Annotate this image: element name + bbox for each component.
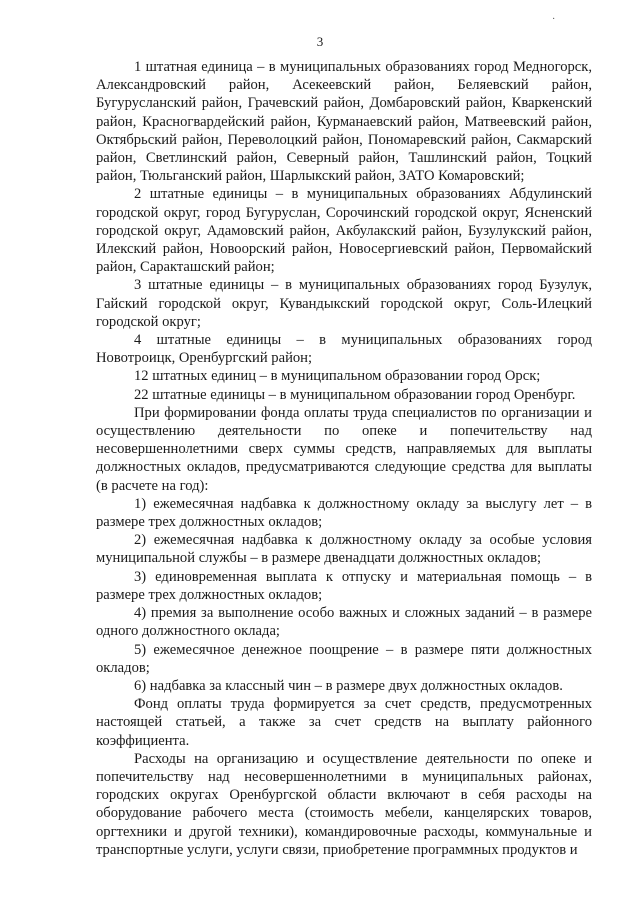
list-item: 2) ежемесячная надбавка к должностному окладу за особые условия муниципальной службы – в размере двенадцати должностных окладов; xyxy=(96,532,592,567)
paragraph: 12 штатных единиц – в муниципальном образовании город Орск; xyxy=(134,368,541,385)
paragraph: Расходы на организацию и осуществление деятельности по опеке и попечительству над несовершеннолетними в муниципальных районах, городских округах Оренбургской области включают в себя расходы на оборудование рабочего места (стоимость мебели, канцелярских товаров, оргтехники и другой техники), командировочные расходы, коммунальные и транспортные услуги, услуги связи, приобретение программных продуктов и xyxy=(96,750,592,858)
list-item: 4) премия за выполнение особо важных и сложных заданий – в размере одного должностного оклада; xyxy=(96,605,592,640)
page-number: 3 xyxy=(316,34,324,49)
document-body xyxy=(96,58,592,859)
paragraph: Фонд оплаты труда формируется за счет средств, предусмотренных настоящей статьей, а также за счет средств на выплату районного коэффициента. xyxy=(96,696,592,749)
paragraph: 22 штатные единицы – в муниципальном образовании город Оренбург. xyxy=(134,386,576,403)
list-item: 1) ежемесячная надбавка к должностному окладу за выслугу лет – в размере трех должностных окладов; xyxy=(96,495,592,531)
list-item: 5) ежемесячное денежное поощрение – в размере пяти должностных окладов; xyxy=(96,641,592,676)
corner-mark: · xyxy=(552,14,556,25)
list-item: 6) надбавка за классный чин – в размере двух должностных окладов. xyxy=(134,677,563,694)
paragraph: 4 штатные единицы – в муниципальных образованиях город Новотроицк, Оренбургский район; xyxy=(96,332,592,367)
paragraph: 2 штатные единицы – в муниципальных образованиях Абдулинский городской округ, город Бугуруслан, Сорочинский городской округ, Ясненский городской округ, Адамовский район, Акбулакский район, Бузулукский район, Илекский район, Новоорский район, Новосергиевский район, Первомайский район, Саракташский район; xyxy=(96,186,592,276)
paragraph: 1 штатная единица – в муниципальных образованиях город Медногорск, Александровский район, Асекеевский район, Беляевский район, Бугурусланский район, Грачевский район, Домбаровский район, Кваркенский район, Красногвардейский район, Курманаевский район, Матвеевский район, Октябрьский район, Переволоцкий район, Пономаревский район, Сакмарский район, Светлинский район, Северный район, Ташлинский район, Тоцкий район, Тюльганский район, Шарлыкский район, ЗАТО Комаровский; xyxy=(96,59,592,185)
list-item: 3) единовременная выплата к отпуску и материальная помощь – в размере трех должностных окладов; xyxy=(96,568,592,603)
paragraph: При формировании фонда оплаты труда специалистов по организации и осуществлению деятельности по опеке и попечительству над несовершеннолетними сверх суммы средств, направляемых для выплаты должностных окладов, предусматриваются следующие средства для выплаты (в расчете на год): xyxy=(96,404,592,494)
paragraph: 3 штатные единицы – в муниципальных образованиях город Бузулук, Гайский городской округ, Кувандыкский городской округ, Соль-Илецкий городской округ; xyxy=(96,277,592,330)
